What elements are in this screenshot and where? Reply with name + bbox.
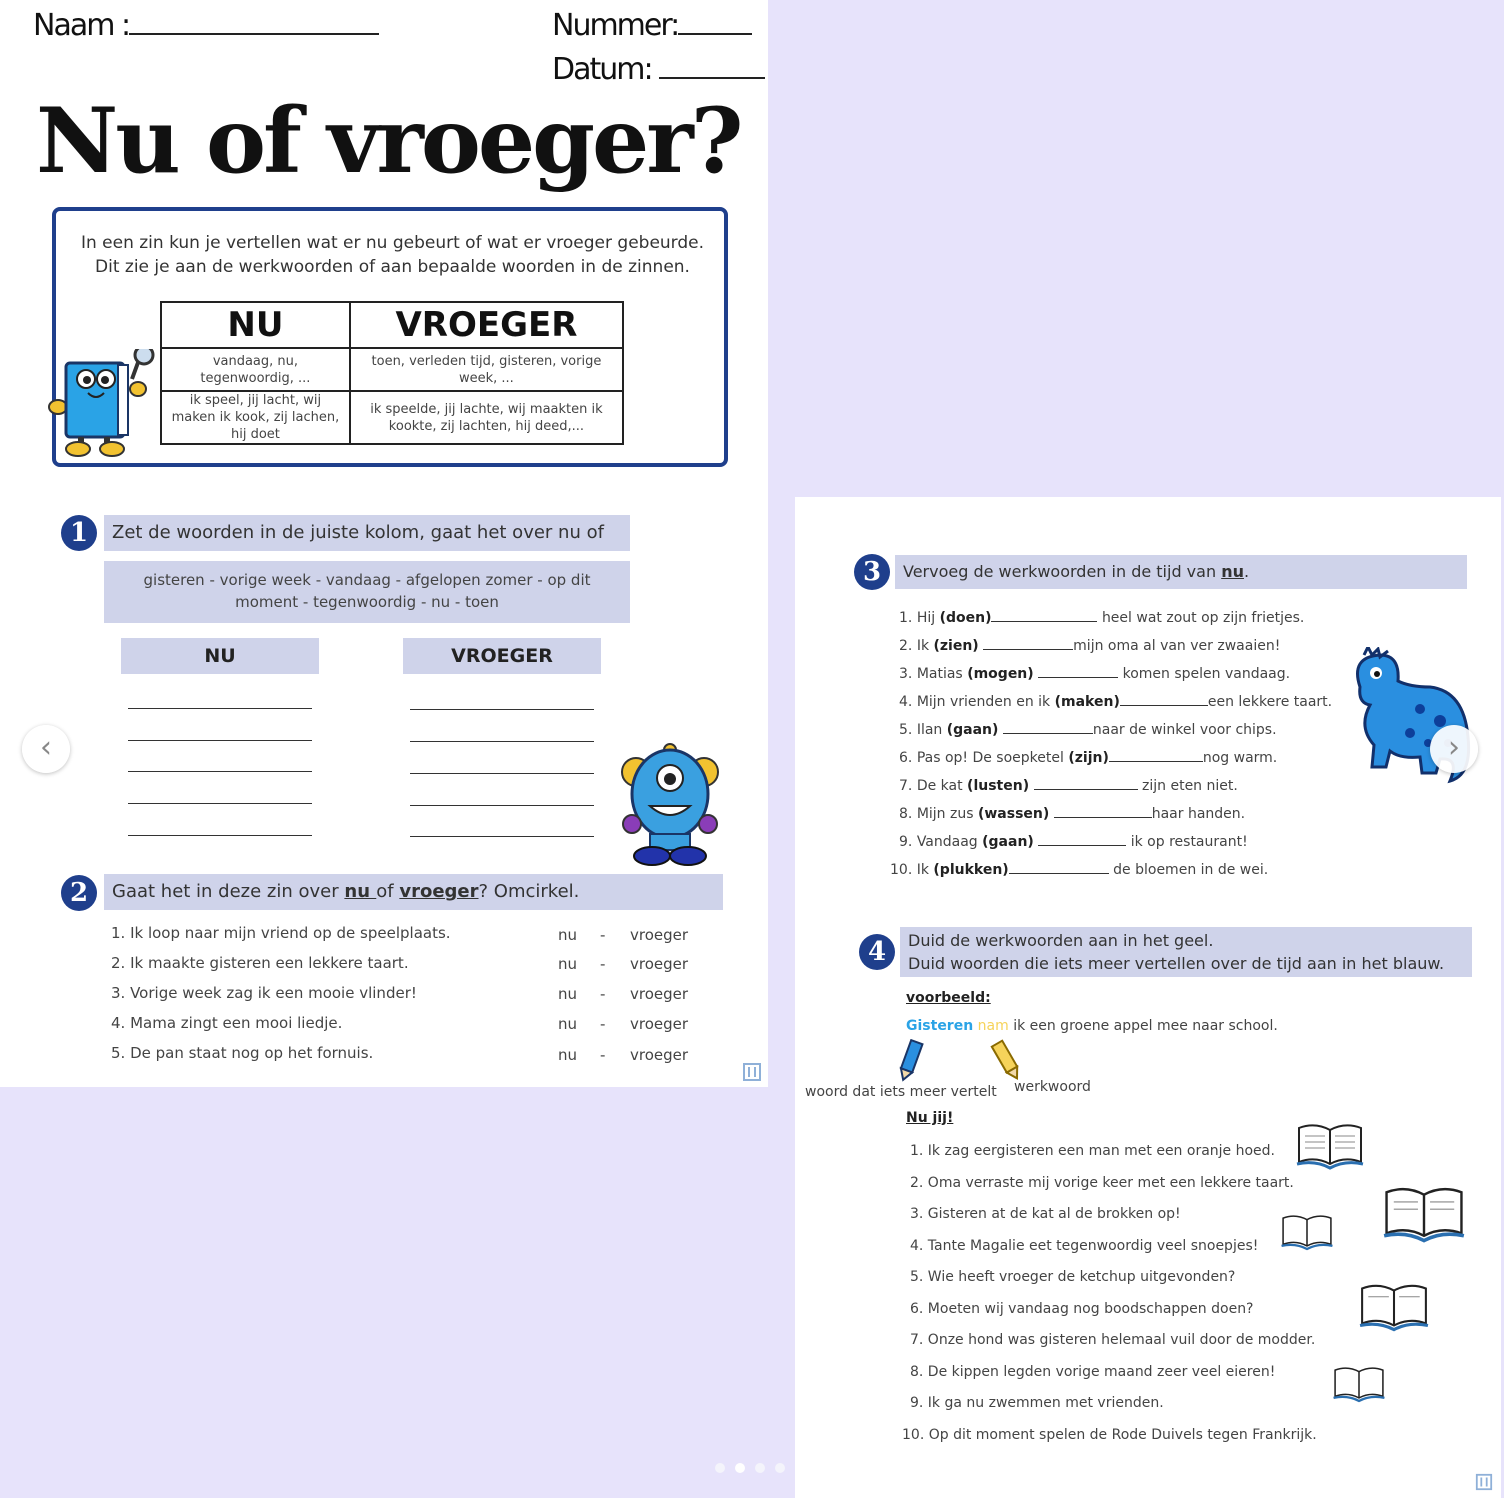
exercise-2-nu-word: nu	[344, 881, 377, 902]
option-nu[interactable]: nu	[558, 926, 578, 944]
open-book-icon	[1280, 1213, 1334, 1251]
option-nu[interactable]: nu	[558, 985, 578, 1003]
answer-blank[interactable]	[991, 608, 1097, 622]
exercise-4-instruction-line-1: Duid de werkwoorden aan in het geel.	[908, 931, 1214, 950]
list-item[interactable]: 7. Onze hond was gisteren helemaal vuil door de modder.	[910, 1332, 1316, 1348]
answer-blank-nu[interactable]	[128, 740, 312, 741]
exercise-4-instruction-line-2: Duid woorden die iets meer vertellen over de tijd aan in het blauw.	[908, 954, 1445, 973]
item-verb: (zien)	[933, 638, 979, 654]
item-subject: De kat	[916, 778, 968, 794]
exercise-3-instruction-text: Vervoeg de werkwoorden in de tijd van	[903, 562, 1222, 581]
item-verb: (gaan)	[982, 834, 1034, 850]
answer-blank[interactable]	[983, 636, 1073, 650]
list-item	[899, 832, 1339, 860]
exercise-4-instruction	[900, 927, 1472, 977]
grammar-header-nu: NU	[161, 302, 350, 348]
answer-blank-nu[interactable]	[128, 803, 312, 804]
answer-blank-vroeger[interactable]	[410, 805, 594, 806]
book-mascot-icon	[48, 349, 158, 457]
option-nu[interactable]: nu	[558, 955, 578, 973]
item-number: 3.	[899, 666, 913, 682]
answer-blank[interactable]	[1038, 832, 1126, 846]
option-nu[interactable]: nu	[558, 1046, 578, 1064]
blue-pencil-icon	[895, 1039, 925, 1083]
list-item	[899, 748, 1339, 776]
item-verb: (gaan)	[946, 722, 999, 738]
exercise-1-word-bank: gisteren - vorige week - vandaag - afgelopen zomer - op dit moment - tegenwoordig - nu - toen	[104, 561, 630, 623]
answer-blank[interactable]	[1054, 804, 1152, 818]
number-blank	[678, 33, 752, 35]
item-number: 4.	[899, 694, 913, 710]
list-item: 3. Vorige week zag ik een mooie vlinder!	[111, 984, 417, 1002]
item-subject: Mijn zus	[916, 806, 978, 822]
item-rest: de bloemen in de wei.	[1113, 862, 1269, 878]
answer-blank-vroeger[interactable]	[410, 741, 594, 742]
answer-blank[interactable]	[1109, 748, 1203, 762]
date-field	[552, 52, 765, 87]
column-header-vroeger: VROEGER	[403, 638, 601, 674]
list-item	[890, 860, 1339, 888]
answer-blank[interactable]	[1034, 776, 1138, 790]
item-verb: (maken)	[1054, 694, 1120, 710]
item-rest: een lekkere taart.	[1207, 694, 1333, 710]
list-item	[899, 692, 1339, 720]
item-verb: (mogen)	[967, 666, 1034, 682]
option-vroeger[interactable]: vroeger	[630, 955, 689, 973]
name-blank	[129, 33, 379, 35]
date-blank	[659, 77, 765, 79]
list-item[interactable]: 2. Oma verraste mij vorige keer met een lekkere taart.	[910, 1174, 1294, 1191]
option-separator: -	[600, 955, 606, 973]
answer-blank[interactable]	[1009, 860, 1109, 874]
list-item	[899, 664, 1339, 692]
carousel-dot[interactable]	[775, 1463, 785, 1473]
exercise-3-nu-word: nu	[1221, 562, 1244, 581]
list-item	[899, 776, 1339, 804]
option-vroeger[interactable]: vroeger	[630, 926, 689, 944]
example-sentence	[906, 1018, 1278, 1034]
carousel-dot[interactable]	[755, 1463, 765, 1473]
caption-verb: werkwoord	[1014, 1079, 1091, 1095]
item-subject: Vandaag	[916, 834, 983, 850]
example-verb: nam	[977, 1018, 1009, 1034]
list-item[interactable]: 9. Ik ga nu zwemmen met vrienden.	[910, 1395, 1164, 1411]
list-item	[899, 636, 1339, 664]
answer-blank-vroeger[interactable]	[410, 773, 594, 774]
monster-mascot-icon	[620, 742, 720, 868]
exercise-3-instruction-end: .	[1243, 562, 1250, 581]
grammar-cell: ik speelde, jij lachte, wij maakten ik kookte, zij lachten, hij deed,...	[350, 391, 623, 444]
list-item[interactable]: 3. Gisteren at de kat al de brokken op!	[910, 1206, 1181, 1222]
option-separator: -	[600, 926, 606, 944]
item-number: 10.	[890, 862, 913, 878]
item-rest: komen spelen vandaag.	[1122, 666, 1291, 682]
exercise-2-instruction-text: Gaat het in deze zin over	[112, 881, 345, 902]
exercise-2-of-word: of	[376, 881, 400, 902]
item-number: 2.	[899, 638, 913, 654]
item-rest: nog warm.	[1202, 750, 1278, 766]
name-field	[33, 8, 379, 43]
caption-time-word: woord dat iets meer vertelt	[805, 1084, 997, 1100]
exercise-3-instruction	[895, 555, 1467, 589]
item-subject: Mijn vrienden en ik	[916, 694, 1055, 710]
list-item	[899, 720, 1339, 748]
example-rest: ik een groene appel mee naar school.	[1013, 1018, 1278, 1034]
carousel-dots	[710, 1458, 790, 1477]
item-verb: (wassen)	[977, 806, 1050, 822]
grammar-header-vroeger: VROEGER	[350, 302, 623, 348]
open-book-icon	[1332, 1365, 1386, 1403]
item-subject: Matias	[916, 666, 968, 682]
item-subject: Pas op! De soepketel	[916, 750, 1069, 766]
info-box	[52, 207, 728, 467]
exercise-4-number: 4	[859, 934, 895, 970]
open-book-icon	[1381, 1185, 1467, 1243]
exercise-2-instruction-end: ? Omcirkel.	[478, 881, 580, 902]
list-item	[899, 804, 1339, 832]
option-separator: -	[600, 1046, 606, 1064]
worksheet-page-1	[0, 0, 768, 1087]
exercise-2-instruction	[104, 874, 723, 910]
list-item[interactable]: 4. Tante Magalie eet tegenwoordig veel snoepjes!	[910, 1237, 1259, 1254]
item-rest: naar de winkel voor chips.	[1092, 722, 1277, 738]
item-rest: mijn oma al van ver zwaaien!	[1073, 638, 1281, 654]
carousel-dot-active[interactable]	[735, 1463, 745, 1473]
item-subject: Ik	[916, 638, 934, 654]
carousel-prev-button[interactable]	[22, 725, 70, 773]
item-verb: (zijn)	[1068, 750, 1109, 766]
answer-blank[interactable]	[1003, 720, 1093, 734]
chevron-right-icon: ›	[1448, 730, 1460, 765]
item-verb: (plukken)	[933, 862, 1009, 878]
item-number: 7.	[899, 778, 913, 794]
answer-blank-vroeger[interactable]	[410, 836, 594, 837]
item-verb: (doen)	[939, 610, 992, 626]
answer-blank-nu[interactable]	[128, 771, 312, 772]
exercise-4-list	[902, 1143, 1330, 1458]
list-item: 5. De pan staat nog op het fornuis.	[111, 1044, 374, 1062]
item-number: 1.	[899, 610, 913, 626]
watermark-icon	[1475, 1473, 1493, 1491]
open-book-icon	[1295, 1122, 1365, 1170]
worksheet-page-2	[795, 497, 1501, 1498]
grammar-cell: ik speel, jij lacht, wij maken ik kook, zij lachen, hij doet	[161, 391, 350, 444]
exercise-3-number: 3	[854, 554, 890, 590]
item-rest: zijn eten niet.	[1142, 778, 1238, 794]
item-number: 9.	[899, 834, 913, 850]
carousel-dot[interactable]	[715, 1463, 725, 1473]
watermark-icon	[742, 1062, 762, 1082]
exercise-2-number: 2	[61, 875, 97, 911]
option-vroeger[interactable]: vroeger	[630, 985, 689, 1003]
exercise-1-number: 1	[61, 515, 97, 551]
option-separator: -	[600, 1015, 606, 1033]
item-subject: Hij	[916, 610, 940, 626]
item-number: 6.	[899, 750, 913, 766]
date-label: Datum:	[552, 52, 652, 87]
grammar-cell: toen, verleden tijd, gisteren, vorige week, ...	[350, 348, 623, 391]
list-item[interactable]: 8. De kippen legden vorige maand zeer veel eieren!	[910, 1363, 1276, 1380]
page-title: Nu of vroeger?	[36, 88, 741, 194]
list-item[interactable]: 5. Wie heeft vroeger de ketchup uitgevonden?	[910, 1269, 1236, 1285]
item-subject: Ik	[916, 862, 934, 878]
list-item[interactable]: 6. Moeten wij vandaag nog boodschappen doen?	[910, 1300, 1254, 1317]
list-item	[899, 608, 1339, 636]
option-separator: -	[600, 985, 606, 1003]
list-item[interactable]: 10. Op dit moment spelen de Rode Duivels tegen Frankrijk.	[902, 1426, 1317, 1443]
answer-blank-vroeger[interactable]	[410, 709, 594, 710]
exercise-2-vroeger-word: vroeger	[399, 881, 479, 902]
list-item: 4. Mama zingt een mooi liedje.	[111, 1014, 343, 1032]
item-number: 5.	[899, 722, 913, 738]
number-field	[552, 8, 752, 43]
now-you-label: Nu jij!	[906, 1110, 954, 1126]
item-verb: (lusten)	[967, 778, 1030, 794]
option-vroeger[interactable]: vroeger	[630, 1015, 689, 1033]
chevron-left-icon: ‹	[40, 730, 52, 765]
list-item: 1. Ik loop naar mijn vriend op de speelplaats.	[111, 924, 451, 942]
example-time-word: Gisteren	[906, 1018, 974, 1034]
yellow-pencil-icon	[990, 1039, 1024, 1083]
name-label: Naam :	[33, 8, 130, 43]
list-item: 2. Ik maakte gisteren een lekkere taart.	[111, 954, 409, 972]
exercise-1-instruction: Zet de woorden in de juiste kolom, gaat het over nu of	[104, 515, 630, 551]
item-rest: haar handen.	[1151, 806, 1246, 822]
option-vroeger[interactable]: vroeger	[630, 1046, 689, 1064]
grammar-table	[160, 301, 624, 445]
answer-blank-nu[interactable]	[128, 708, 312, 709]
answer-blank[interactable]	[1120, 692, 1208, 706]
item-rest: heel wat zout op zijn frietjes.	[1101, 610, 1305, 626]
example-label: voorbeeld:	[906, 990, 991, 1006]
answer-blank-nu[interactable]	[128, 835, 312, 836]
number-label: Nummer:	[552, 8, 679, 43]
list-item[interactable]: 1. Ik zag eergisteren een man met een oranje hoed.	[910, 1143, 1275, 1159]
column-header-nu: NU	[121, 638, 319, 674]
grammar-cell: vandaag, nu, tegenwoordig, ...	[161, 348, 350, 391]
item-rest: ik op restaurant!	[1130, 834, 1248, 850]
open-book-icon	[1358, 1282, 1430, 1332]
intro-text: In een zin kun je vertellen wat er nu gebeurt of wat er vroeger gebeurde. Dit zie je aan de werkwoorden of aan bepaalde woorden in de zinnen.	[80, 233, 705, 277]
carousel-next-button[interactable]	[1430, 725, 1478, 773]
item-number: 8.	[899, 806, 913, 822]
option-nu[interactable]: nu	[558, 1015, 578, 1033]
exercise-3-list	[890, 608, 1339, 888]
answer-blank[interactable]	[1038, 664, 1118, 678]
item-subject: Ilan	[916, 722, 947, 738]
